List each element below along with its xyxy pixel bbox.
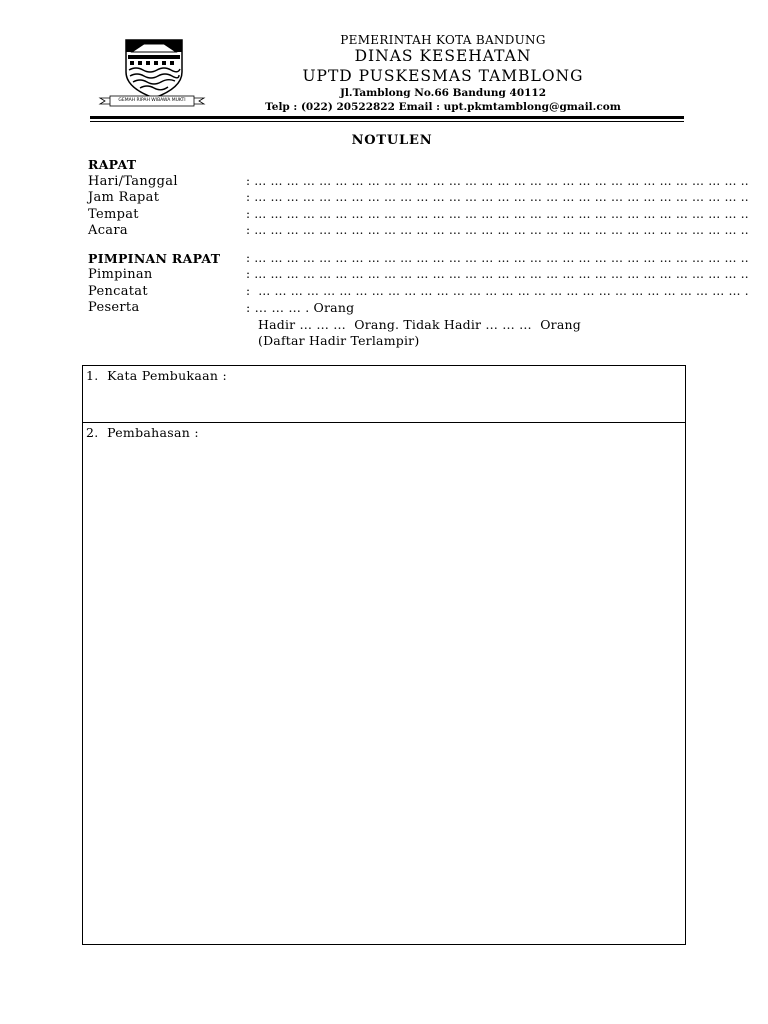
letterhead-divider-thick: [90, 116, 684, 119]
pimpinan-rapat-value[interactable]: : … … … … … … … … … … … … … … … … … … … … … … … … … … … … … … ..: [246, 251, 749, 265]
field-label-hari-tanggal: Hari/Tanggal: [88, 174, 178, 189]
attendance-note: (Daftar Hadir Terlampir): [258, 333, 420, 348]
address-line: Jl.Tamblong No.66 Bandung 40112: [339, 87, 547, 99]
pembahasan-box[interactable]: [82, 422, 686, 945]
city-emblem-logo: [96, 38, 208, 108]
field-label-jam-rapat: Jam Rapat: [88, 190, 160, 205]
letterhead: [210, 34, 676, 112]
field-label-pimpinan: Pimpinan: [88, 267, 153, 282]
field-value-pimpinan[interactable]: : … … … … … … … … … … … … … … … … … … … … … … … … … … … … … … ..: [246, 267, 749, 281]
document-title: NOTULEN: [351, 133, 433, 148]
pimpinan-rapat-heading: PIMPINAN RAPAT: [88, 251, 221, 266]
kata-pembukaan-label: 1. Kata Pembukaan :: [86, 368, 227, 383]
field-value-acara[interactable]: : … … … … … … … … … … … … … … … … … … … … … … … … … … … … … … ..: [246, 223, 749, 237]
pembahasan-label: 2. Pembahasan :: [86, 425, 199, 440]
rapat-heading: RAPAT: [88, 157, 137, 172]
field-label-pencatat: Pencatat: [88, 284, 148, 299]
department-name: DINAS KESEHATAN: [354, 47, 532, 65]
field-value-pencatat[interactable]: : … … … … … … … … … … … … … … … … … … … … … … … … … … … … … … .: [246, 284, 749, 298]
attendance-line[interactable]: Hadir … … … Orang. Tidak Hadir … … … Orang: [258, 317, 581, 332]
field-label-tempat: Tempat: [88, 207, 139, 222]
kata-pembukaan-box[interactable]: [82, 365, 686, 423]
field-value-jam-rapat[interactable]: : … … … … … … … … … … … … … … … … … … … … … … … … … … … … … … ..: [246, 190, 749, 204]
government-name: PEMERINTAH KOTA BANDUNG: [340, 33, 546, 47]
field-label-acara: Acara: [88, 223, 128, 238]
field-value-hari-tanggal[interactable]: : … … … … … … … … … … … … … … … … … … … … … … … … … … … … … … ..: [246, 174, 749, 188]
field-value-tempat[interactable]: : … … … … … … … … … … … … … … … … … … … … … … … … … … … … … … ..: [246, 207, 749, 221]
field-label-peserta: Peserta: [88, 300, 140, 315]
letterhead-divider-thin: [90, 121, 684, 122]
logo-motto: GEMAH RIPAH WIBAWA MUKTI: [118, 98, 186, 103]
contact-line: Telp : (022) 20522822 Email : upt.pkmtamblong@gmail.com: [265, 100, 621, 113]
field-value-peserta[interactable]: : … … … . Orang: [246, 300, 355, 315]
institution-name: UPTD PUSKESMAS TAMBLONG: [302, 66, 584, 85]
